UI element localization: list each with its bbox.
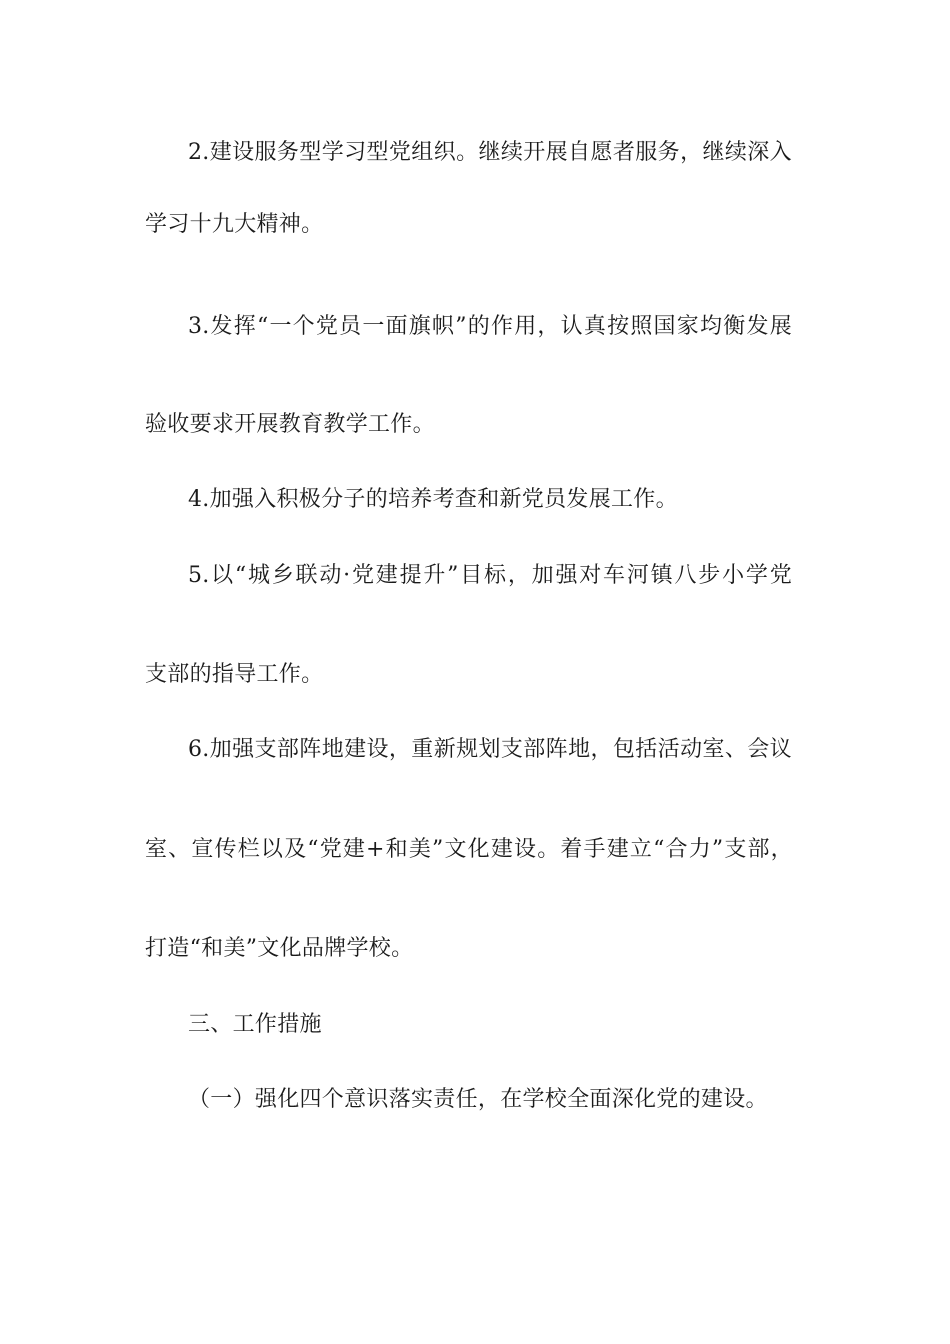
paragraph-item-3-line-1: 3.发挥“一个党员一面旗帜”的作用，认真按照国家均衡发展 xyxy=(188,314,792,339)
paragraph-item-5-line-2: 支部的指导工作。 xyxy=(145,662,324,687)
paragraph-item-6-line-2: 室、宣传栏以及“党建+和美”文化建设。着手建立“合力”支部， xyxy=(145,837,793,862)
paragraph-item-4: 4.加强入积极分子的培养考查和新党员发展工作。 xyxy=(188,487,678,512)
section-heading-work-measures: 三、工作措施 xyxy=(188,1012,322,1037)
paragraph-item-5-line-1: 5.以“城乡联动·党建提升”目标，加强对车河镇八步小学党 xyxy=(188,563,792,588)
paragraph-item-3-line-2: 验收要求开展教育教学工作。 xyxy=(145,412,435,437)
paragraph-item-2-line-1: 2.建设服务型学习型党组织。继续开展自愿者服务，继续深入 xyxy=(188,140,792,165)
paragraph-item-6-line-1: 6.加强支部阵地建设，重新规划支部阵地，包括活动室、会议 xyxy=(188,737,792,762)
paragraph-item-2-line-2: 学习十九大精神。 xyxy=(145,212,324,237)
subsection-heading-1: （一）强化四个意识落实责任，在学校全面深化党的建设。 xyxy=(188,1087,768,1112)
paragraph-item-6-line-3: 打造“和美”文化品牌学校。 xyxy=(145,936,414,961)
